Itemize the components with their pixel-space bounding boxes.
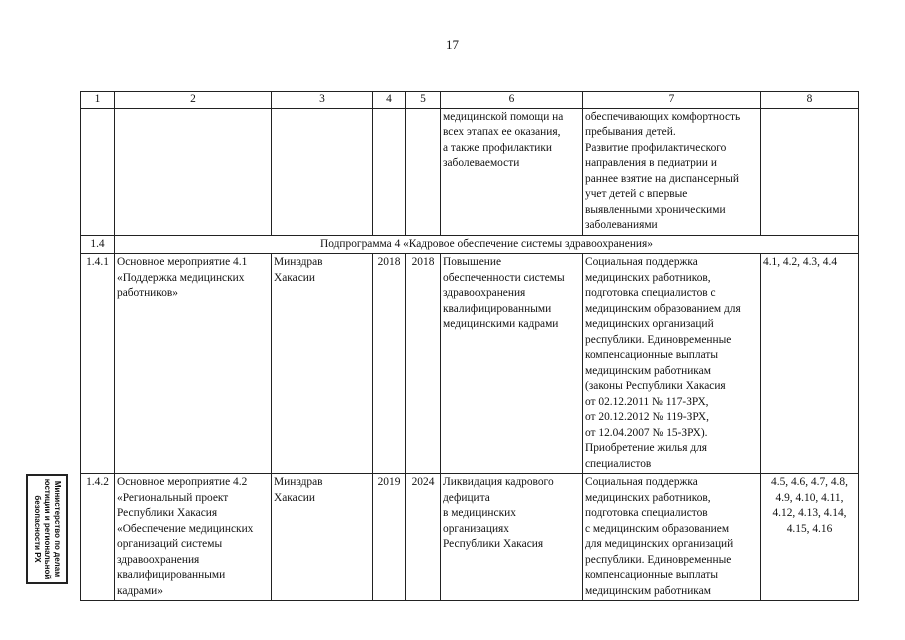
column-number: 5 <box>406 92 441 109</box>
cell-end-year <box>406 108 441 235</box>
cell-start-year <box>373 108 406 235</box>
cell-executor: Минздрав Хакасии <box>272 474 373 601</box>
column-number: 2 <box>115 92 272 109</box>
column-number: 3 <box>272 92 373 109</box>
cell-indicators <box>761 108 859 235</box>
subprogram-row <box>81 235 859 254</box>
column-number: 1 <box>81 92 115 109</box>
cell-start-year: 2019 <box>373 474 406 601</box>
cell-number <box>81 108 115 235</box>
cell-indicators: 4.1, 4.2, 4.3, 4.4 <box>761 254 859 474</box>
column-number: 6 <box>441 92 583 109</box>
cell-indicators: 4.5, 4.6, 4.7, 4.8, 4.9, 4.10, 4.11, 4.12, 4.13, 4.14, 4.15, 4.16 <box>761 474 859 601</box>
cell-end-year: 2018 <box>406 254 441 474</box>
cell-main-directions: обеспечивающих комфортность пребывания детей. Развитие профилактического направления в педиатрии и раннее взятие на диспансерный учет детей с впервые выявленными хроническими заболеваниями <box>583 108 761 235</box>
cell-number: 1.4.2 <box>81 474 115 601</box>
cell-number: 1.4.1 <box>81 254 115 474</box>
column-number-row <box>81 92 859 109</box>
table-row <box>81 108 859 235</box>
cell-expected-result: медицинской помощи на всех этапах ее оказания, а также профилактики заболеваемости <box>441 108 583 235</box>
table-row <box>81 254 859 474</box>
column-number: 4 <box>373 92 406 109</box>
table-row <box>81 474 859 601</box>
stamp-text: Министерство по делам юстиции и региональной безопасности РХ <box>33 478 62 580</box>
registration-stamp <box>26 474 68 584</box>
cell-expected-result: Повышение обеспеченности системы здравоохранения квалифицированными медицинскими кадрами <box>441 254 583 474</box>
measures-table <box>80 91 859 601</box>
page-number: 17 <box>446 37 459 52</box>
column-number: 8 <box>761 92 859 109</box>
subprogram-title: Подпрограмма 4 «Кадровое обеспечение системы здравоохранения» <box>115 235 859 254</box>
cell-measure: Основное мероприятие 4.1 «Поддержка медицинских работников» <box>115 254 272 474</box>
cell-executor <box>272 108 373 235</box>
cell-measure: Основное мероприятие 4.2 «Региональный проект Республики Хакасия «Обеспечение медицинских организаций системы здравоохранения квалифицированными кадрами» <box>115 474 272 601</box>
cell-executor: Минздрав Хакасии <box>272 254 373 474</box>
cell-main-directions: Социальная поддержка медицинских работников, подготовка специалистов с медицинским образованием для медицинских организаций республики. Единовременные компенсационные выплаты медицинским работникам <box>583 474 761 601</box>
subprogram-number: 1.4 <box>81 235 115 254</box>
cell-measure <box>115 108 272 235</box>
column-number: 7 <box>583 92 761 109</box>
cell-expected-result: Ликвидация кадрового дефицита в медицинских организациях Республики Хакасия <box>441 474 583 601</box>
cell-start-year: 2018 <box>373 254 406 474</box>
cell-end-year: 2024 <box>406 474 441 601</box>
cell-main-directions: Социальная поддержка медицинских работников, подготовка специалистов с медицинским образованием для медицинских организаций республики. Единовременные компенсационные выплаты медицинским работникам (законы Республики Хакасия от 02.12.2011 № 117-ЗРХ, от 20.12.2012 № 119-ЗРХ, от 12.04.2007 № 15-ЗРХ). Приобретение жилья для специалистов <box>583 254 761 474</box>
